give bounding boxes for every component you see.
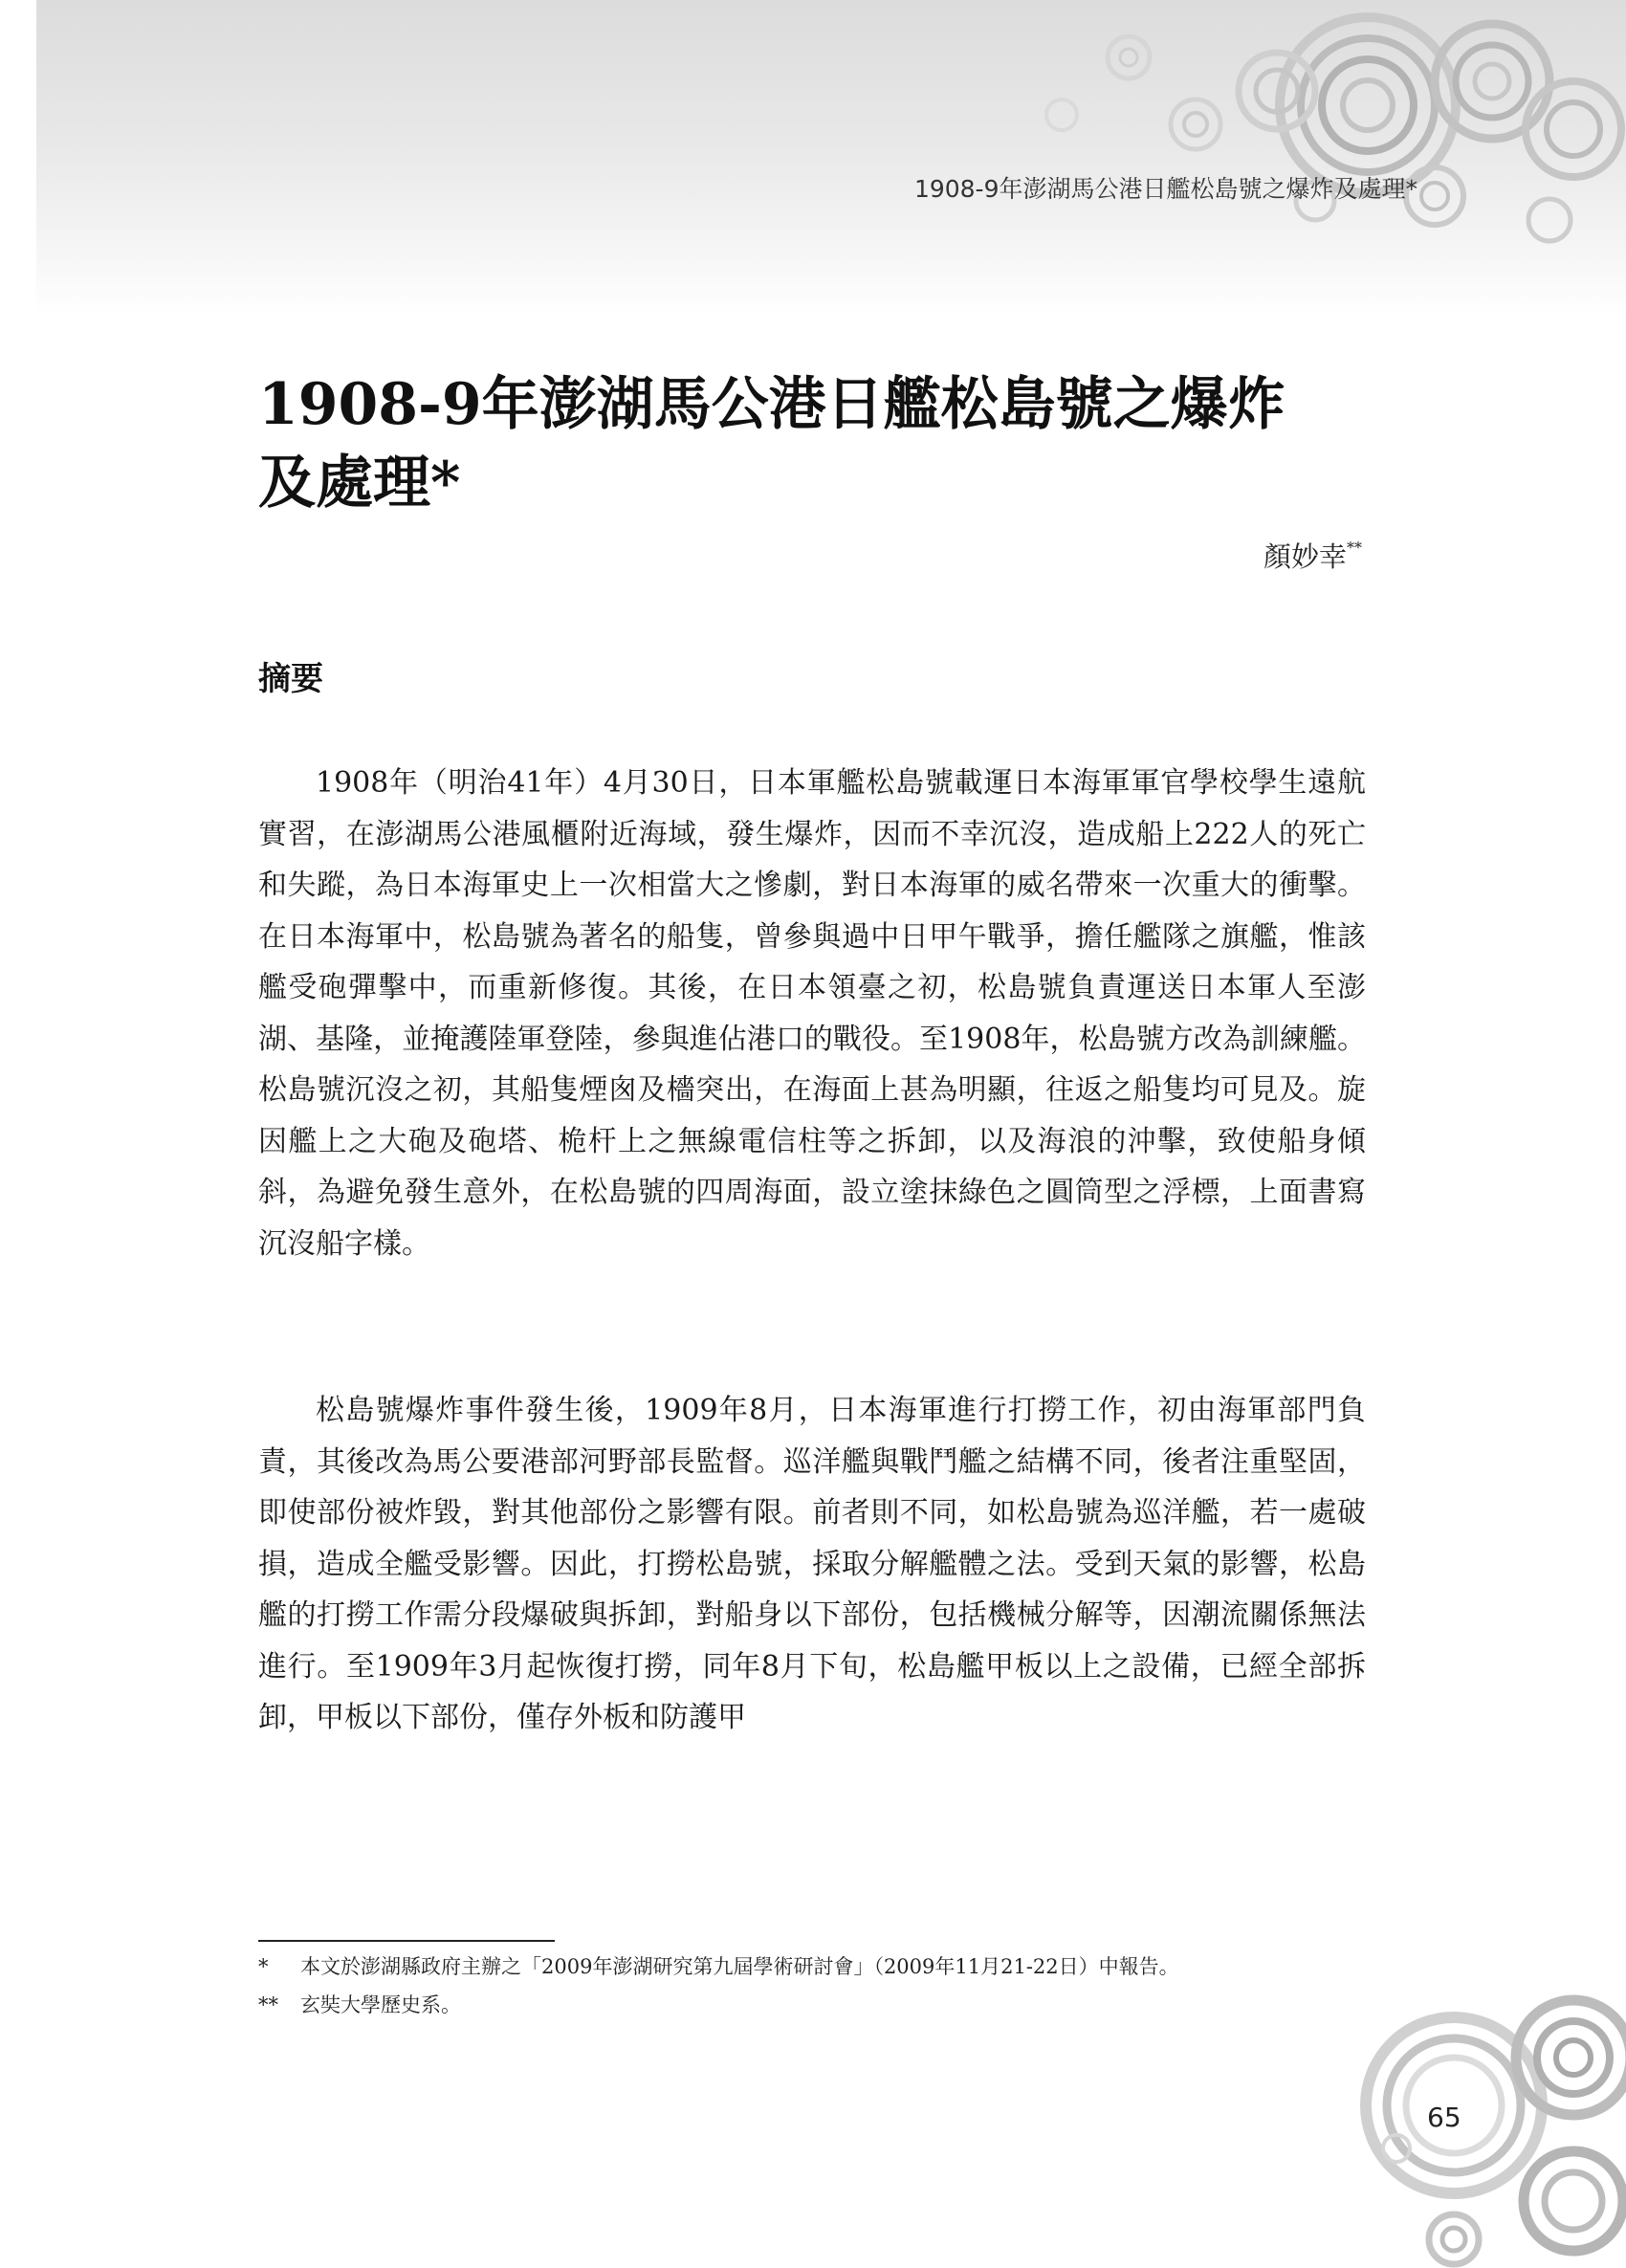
footnote-2-text: 玄奘大學歷史系。	[300, 1993, 461, 2016]
abstract-heading: 摘要	[258, 660, 323, 698]
footer-circles-decoration	[1358, 1981, 1626, 2268]
footnote-1	[258, 1951, 1179, 1980]
page-number: 65	[1427, 2102, 1461, 2133]
abstract-paragraph-2: 松島號爆炸事件發生後，1909年8月，日本海軍進行打撈工作，初由海軍部門負責，其後改為馬公要港部河野部長監督。巡洋艦與戰鬥艦之結構不同，後者注重堅固，即使部份被炸毀，對其他部份之影響有限。前者則不同，如松島號為巡洋艦，若一處破損，造成全艦受影響。因此，打撈松島號，採取分解艦體之法。受到天氣的影響，松島艦的打撈工作需分段爆破與拆卸，對船身以下部份，包括機械分解等，因潮流關係無法進行。至1909年3月起恢復打撈，同年8月下旬，松島艦甲板以上之設備，已經全部拆卸，甲板以下部份，僅存外板和防護甲	[258, 1394, 1366, 1734]
author-name-block	[1263, 536, 1362, 575]
footnote-rule	[258, 1940, 555, 1942]
article-title	[258, 365, 1358, 522]
header-circles-decoration	[0, 0, 1626, 316]
footnote-2	[258, 1990, 461, 2018]
author-footnote-mark: **	[1347, 539, 1362, 557]
author-name: 顏妙幸	[1263, 540, 1347, 573]
running-head: 1908-9年澎湖馬公港日艦松島號之爆炸及處理*	[913, 175, 1417, 203]
title-line-1: 1908-9年澎湖馬公港日艦松島號之爆炸	[258, 371, 1285, 438]
footnote-2-mark: **	[258, 1993, 278, 2016]
abstract-paragraph-1: 1908年（明治41年）4月30日，日本軍艦松島號載運日本海軍軍官學校學生遠航實習，在澎湖馬公港風櫃附近海域，發生爆炸，因而不幸沉沒，造成船上222人的死亡和失蹤，為日本海軍史上一次相當大之慘劇，對日本海軍的威名帶來一次重大的衝擊。在日本海軍中，松島號為著名的船隻，曾參與過中日甲午戰爭，擔任艦隊之旗艦，惟該艦受砲彈擊中，而重新修復。其後，在日本領臺之初，松島號負責運送日本軍人至澎湖、基隆，並掩護陸軍登陸，參與進佔港口的戰役。至1908年，松島號方改為訓練艦。松島號沉沒之初，其船隻煙囪及檣突出，在海面上甚為明顯，往返之船隻均可見及。旋因艦上之大砲及砲塔、桅杆上之無線電信柱等之拆卸，以及海浪的沖擊，致使船身傾斜，為避免發生意外，在松島號的四周海面，設立塗抹綠色之圓筒型之浮標，上面書寫沉沒船字樣。	[258, 766, 1366, 1261]
title-line-2: 及處理*	[258, 450, 461, 517]
footnote-1-mark: *	[258, 1955, 269, 1978]
footnote-1-text: 本文於澎湖縣政府主辦之「2009年澎湖研究第九屆學術研討會」（2009年11月21-22日）中報告。	[300, 1955, 1179, 1978]
